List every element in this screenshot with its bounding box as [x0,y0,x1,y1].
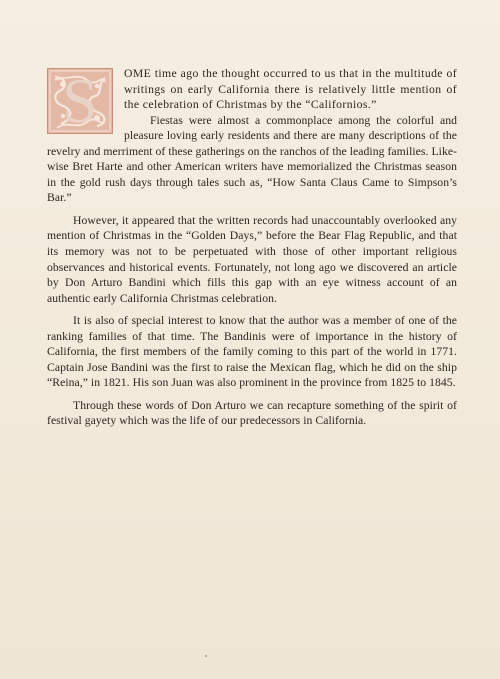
paragraph-2: Fiestas were almost a commonplace among the colorful and pleasure loving early residents and there are many descriptions of the revelry and merriment of these gatherings on the ranchos of the leading families. Likewise Bret Harte and other American writers have memorialized the Christmas season in the gold rush days through tales such as, “How Santa Claus Came to Simpson’s Bar.” [47,113,457,205]
drop-cap-initial [47,65,113,136]
opening-paragraph [47,65,457,136]
paragraph-1-text: OME time ago the thought occurred to us that in the multitude of writings on early California there is relatively little mention of the celebration of Christmas by the “Californios.” [124,67,457,112]
paragraph-4: It is also of special interest to know that the author was a member of one of the ranking families of that time. The Bandinis were of importance in the history of California, the first members of the family coming to this part of the world in 1771. Captain Jose Bandini was the first to raise the Mexican flag, which he did on the ship “Reina,” in 1821. His son Juan was also prominent in the province from 1825 to 1845. [47,314,457,390]
paragraph-5: Through these words of Don Arturo we can recapture something of the spirit of festival gayety which was the life of our predecessors in California. [47,398,457,428]
body-text [47,66,457,436]
drop-cap-letter: S [62,65,98,136]
paragraph-3: However, it appeared that the written records had unaccountably overlooked any mention of Christmas in the “Golden Days,” before the Bear Flag Republic, and that its memory was not to be perpetuated with those of other important religious observances and historical events. Fortunately, not long ago we discovered an article by Don Arturo Bandini which fills this gap with an eye witness account of an authentic early California Christmas celebration. [47,213,457,305]
page-speck [205,655,207,657]
